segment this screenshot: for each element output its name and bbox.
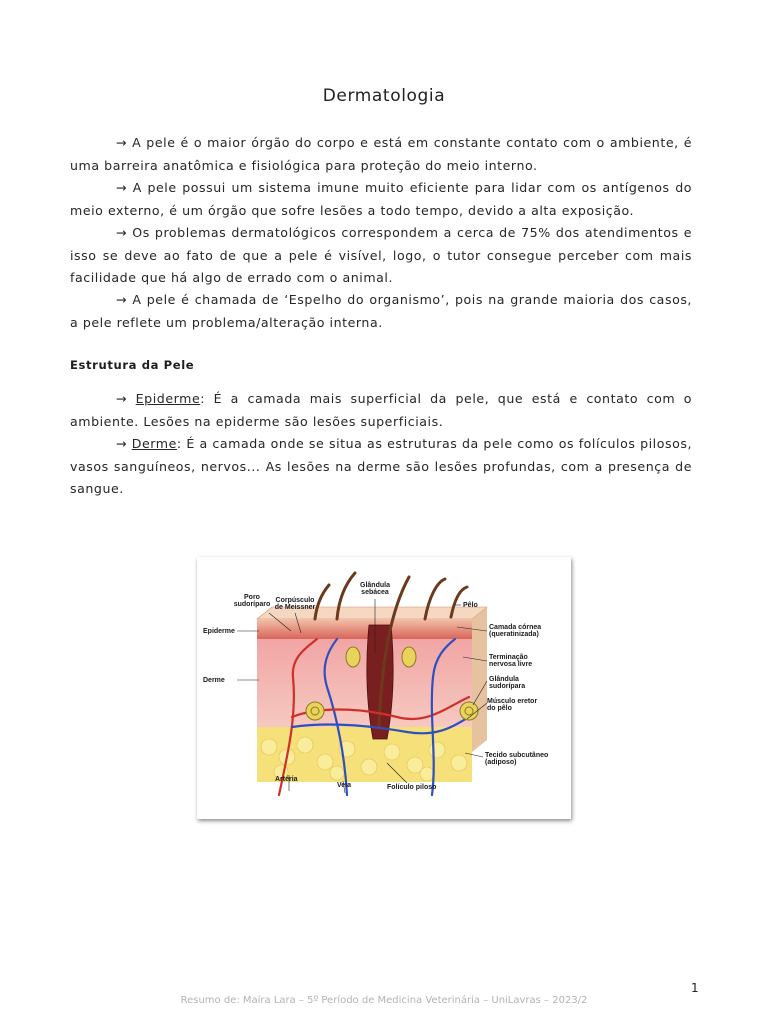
label-glandula-sebacea-2: sebácea (361, 589, 389, 596)
label-musculo-2: do pêlo (487, 705, 512, 712)
label-poro-2: sudoríparo (233, 601, 271, 608)
label-camada-cornea-1: Camada córnea (489, 624, 542, 631)
term-derme: Derme (131, 436, 177, 451)
skin-diagram-figure (197, 557, 571, 819)
label-corpusculo-2: de Meissner (274, 604, 316, 611)
label-corpusculo-1: Corpúsculo (275, 597, 315, 604)
label-tecido-2: (adiposo) (485, 759, 517, 766)
section-heading: Estrutura da Pele (70, 358, 195, 372)
paragraph-4: → A pele é chamada de ‘Espelho do organismo’, pois na grande maioria dos casos, a pele reflete um problema/alteração interna. (70, 292, 692, 330)
label-musculo-1: Músculo eretor (487, 698, 538, 705)
term-epiderme: Epiderme (135, 391, 201, 406)
label-camada-cornea-2: (queratinizada) (489, 631, 539, 638)
label-veia: Veia (337, 782, 352, 789)
label-glandula-sudoripara-1: Glândula (489, 676, 519, 683)
label-arteria: Artéria (275, 776, 298, 783)
paragraph-1: → A pele é o maior órgão do corpo e está em constante contato com o ambiente, é uma barreira anatômica e fisiológica para proteção do meio interno. (70, 135, 692, 173)
label-terminacao-2: nervosa livre (489, 661, 533, 668)
paragraph-2: → A pele possui um sistema imune muito eficiente para lidar com os antígenos do meio externo, é um órgão que sofre lesões a todo tempo, devido a alta exposição. (70, 180, 692, 218)
derme-item: → Derme: É a camada onde se situa as estruturas da pele como os folículos pilosos, vasos sanguíneos, nervos... As lesões na derme são lesões profundas, com a presença de sangue. (70, 436, 693, 496)
label-glandula-sebacea-1: Glândula (360, 582, 390, 589)
label-derme: Derme (203, 677, 225, 684)
label-poro-1: Poro (244, 594, 260, 601)
page-title: Dermatologia (322, 86, 446, 106)
page-number: 1 (691, 981, 699, 995)
label-glandula-sudoripara-2: sudorípara (489, 683, 526, 690)
label-terminacao-1: Terminação (489, 654, 528, 661)
label-pelo: Pêlo (463, 602, 478, 609)
skin-diagram (197, 557, 571, 819)
label-epiderme: Epiderme (203, 628, 235, 635)
label-tecido-1: Tecido subcutâneo (485, 752, 549, 759)
epiderme-item: → Epiderme: É a camada mais superficial da pele, que está e contato com o ambiente. Lesões na epiderme são lesões superficiais. (70, 391, 693, 429)
page-footer: Resumo de: Maíra Lara – 5º Período de Medicina Veterinária – UniLavras – 2023/2 (180, 995, 588, 1006)
label-foliculo: Folículo piloso (387, 784, 437, 791)
paragraph-3: → Os problemas dermatológicos correspondem a cerca de 75% dos atendimentos e isso se deve ao fato de que a pele é visível, logo, o tutor consegue perceber com mais facilidade que há algo de errado com o animal. (70, 225, 692, 285)
